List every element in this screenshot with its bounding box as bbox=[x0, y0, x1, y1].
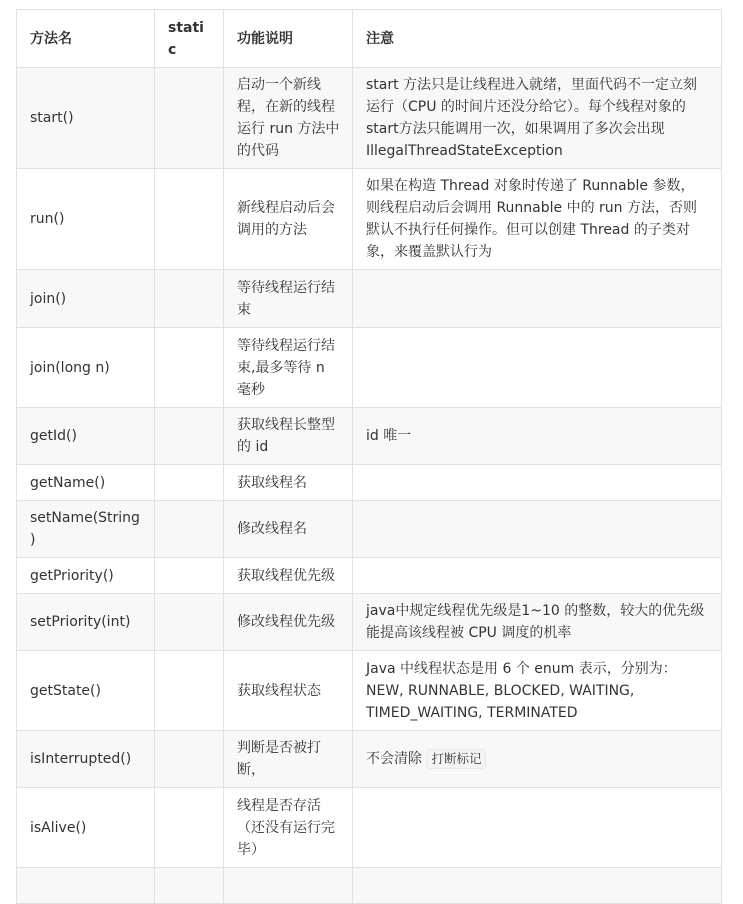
note-cell: Java 中线程状态是用 6 个 enum 表示，分别为：NEW, RUNNABLE, BLOCKED, WAITING, TIMED_WAITING, TERMINATED bbox=[353, 651, 722, 731]
header-function: 功能说明 bbox=[224, 10, 353, 68]
inline-code: 打断标记 bbox=[426, 749, 486, 769]
thread-methods-table bbox=[16, 9, 722, 904]
table-row bbox=[17, 169, 722, 270]
function-cell: 获取线程优先级 bbox=[224, 558, 353, 594]
method-cell: getState() bbox=[17, 651, 155, 731]
table-row bbox=[17, 408, 722, 465]
static-cell bbox=[155, 501, 224, 558]
function-cell: 获取线程长整型的 id bbox=[224, 408, 353, 465]
table-row bbox=[17, 270, 722, 328]
method-cell: start() bbox=[17, 68, 155, 169]
table-row bbox=[17, 651, 722, 731]
static-cell bbox=[155, 270, 224, 328]
table-row bbox=[17, 868, 722, 904]
method-cell: isAlive() bbox=[17, 788, 155, 868]
note-cell bbox=[353, 465, 722, 501]
note-cell bbox=[353, 328, 722, 408]
table-row bbox=[17, 328, 722, 408]
header-static: static bbox=[155, 10, 224, 68]
note-cell bbox=[353, 731, 722, 788]
static-cell bbox=[155, 788, 224, 868]
method-cell: run() bbox=[17, 169, 155, 270]
method-cell: getId() bbox=[17, 408, 155, 465]
static-cell bbox=[155, 731, 224, 788]
table-row bbox=[17, 465, 722, 501]
static-cell bbox=[155, 328, 224, 408]
static-cell bbox=[155, 651, 224, 731]
static-cell bbox=[155, 408, 224, 465]
note-cell: java中规定线程优先级是1~10 的整数，较大的优先级能提高该线程被 CPU 调度的机率 bbox=[353, 594, 722, 651]
function-cell: 修改线程优先级 bbox=[224, 594, 353, 651]
static-cell bbox=[155, 68, 224, 169]
function-cell: 修改线程名 bbox=[224, 501, 353, 558]
function-cell: 获取线程名 bbox=[224, 465, 353, 501]
function-cell: 启动一个新线程，在新的线程运行 run 方法中的代码 bbox=[224, 68, 353, 169]
table-row bbox=[17, 594, 722, 651]
method-cell: isInterrupted() bbox=[17, 731, 155, 788]
method-cell bbox=[17, 868, 155, 904]
note-cell: start 方法只是让线程进入就绪，里面代码不一定立刻运行（CPU 的时间片还没分给它）。每个线程对象的start方法只能调用一次，如果调用了多次会出现 IllegalThreadStateException bbox=[353, 68, 722, 169]
method-cell: getName() bbox=[17, 465, 155, 501]
function-cell: 判断是否被打断， bbox=[224, 731, 353, 788]
static-cell bbox=[155, 868, 224, 904]
function-cell: 等待线程运行结束,最多等待 n 毫秒 bbox=[224, 328, 353, 408]
header-method: 方法名 bbox=[17, 10, 155, 68]
function-cell bbox=[224, 868, 353, 904]
table-row bbox=[17, 788, 722, 868]
note-cell: 如果在构造 Thread 对象时传递了 Runnable 参数，则线程启动后会调用 Runnable 中的 run 方法，否则默认不执行任何操作。但可以创建 Thread 的子类对象，来覆盖默认行为 bbox=[353, 169, 722, 270]
method-cell: setPriority(int) bbox=[17, 594, 155, 651]
method-cell: join(long n) bbox=[17, 328, 155, 408]
static-cell bbox=[155, 169, 224, 270]
function-cell: 线程是否存活（还没有运行完毕） bbox=[224, 788, 353, 868]
function-cell: 获取线程状态 bbox=[224, 651, 353, 731]
header-note: 注意 bbox=[353, 10, 722, 68]
table-row bbox=[17, 68, 722, 169]
method-table-container bbox=[16, 9, 721, 904]
note-cell bbox=[353, 868, 722, 904]
note-cell bbox=[353, 501, 722, 558]
note-cell bbox=[353, 788, 722, 868]
method-cell: getPriority() bbox=[17, 558, 155, 594]
table-row bbox=[17, 501, 722, 558]
method-cell: join() bbox=[17, 270, 155, 328]
static-cell bbox=[155, 594, 224, 651]
static-cell bbox=[155, 465, 224, 501]
note-text: 不会清除 bbox=[366, 751, 422, 767]
method-cell: setName(String) bbox=[17, 501, 155, 558]
table-header-row bbox=[17, 10, 722, 68]
note-cell bbox=[353, 558, 722, 594]
note-cell bbox=[353, 270, 722, 328]
table-row bbox=[17, 558, 722, 594]
static-cell bbox=[155, 558, 224, 594]
function-cell: 新线程启动后会调用的方法 bbox=[224, 169, 353, 270]
function-cell: 等待线程运行结束 bbox=[224, 270, 353, 328]
table-row bbox=[17, 731, 722, 788]
note-cell: id 唯一 bbox=[353, 408, 722, 465]
